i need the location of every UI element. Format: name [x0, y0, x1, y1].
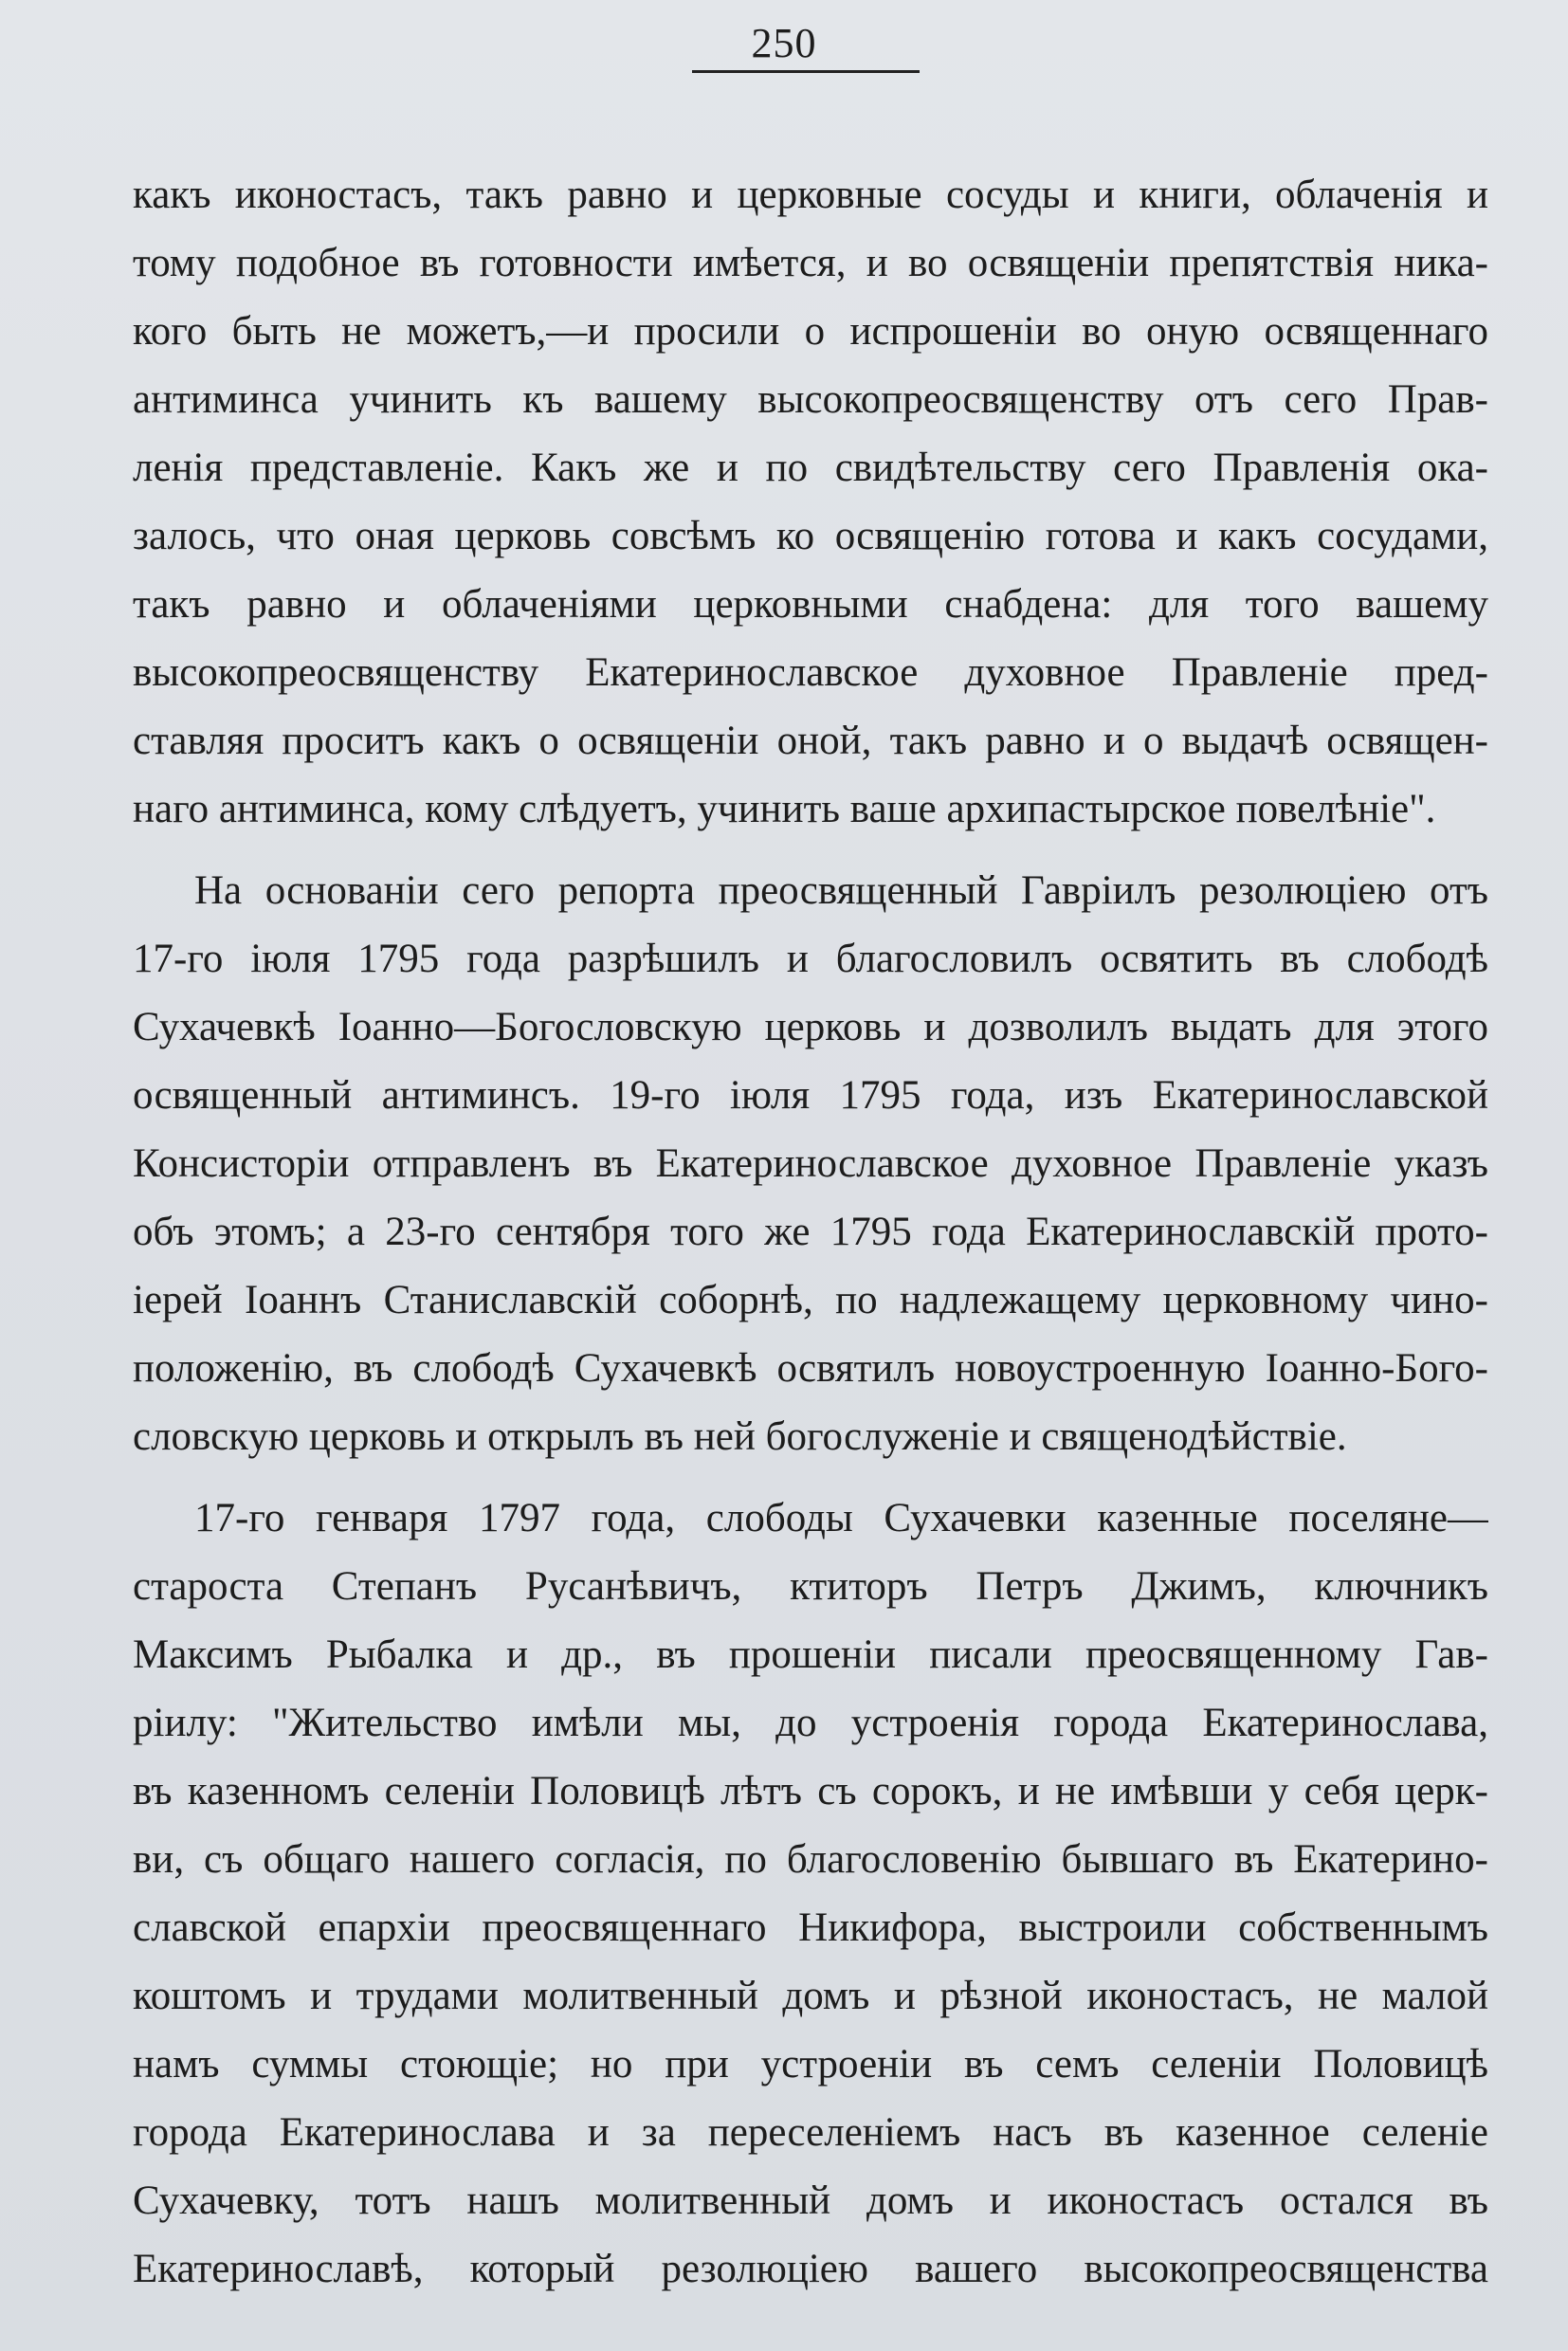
paragraph — [133, 1485, 1488, 2304]
text-line: Максимъ Рыбалка и др., въ прошеніи писали преосвященному Гав- — [133, 1632, 1488, 1677]
text-line: высокопреосвященству Екатеринославское духовное Правленіе пред- — [133, 650, 1488, 695]
text-line: объ этомъ; а 23-го сентября того же 1795 года Екатеринославскій прото- — [133, 1210, 1488, 1254]
text-line: ріилу: "Жительство имѣли мы, до устроенія города Екатеринослава, — [133, 1701, 1488, 1745]
paragraph-gap — [133, 1471, 1488, 1485]
text-line: антиминса учинить къ вашему высокопреосвященству отъ сего Прав- — [133, 377, 1488, 422]
text-line: освященный антиминсъ. 19-го іюля 1795 года, изъ Екатеринославской — [133, 1073, 1488, 1118]
text-line: положенію, въ слободѣ Сухачевкѣ освятилъ новоустроенную Іоанно-Бого- — [133, 1346, 1488, 1391]
text-line: тому подобное въ готовности имѣется, и во освященіи препятствія ника- — [133, 241, 1488, 285]
text-line: ставляя проситъ какъ о освященіи оной, такъ равно и о выдачѣ освящен- — [133, 719, 1488, 763]
text-line: кого быть не можетъ,—и просили о испрошеніи во оную освященнаго — [133, 309, 1488, 354]
text-line: Сухачевкѣ Іоанно—Богословскую церковь и дозволилъ выдать для этого — [133, 1005, 1488, 1049]
page-number: 250 — [751, 20, 817, 66]
text-line: наго антиминса, кому слѣдуетъ, учинить ваше архипастырское повелѣніе". — [133, 787, 1436, 831]
text-line: 17-го генваря 1797 года, слободы Сухачевки казенные поселяне— — [194, 1496, 1488, 1540]
text-line: намъ суммы стоющіе; но при устроеніи въ семъ селеніи Половицѣ — [133, 2042, 1488, 2087]
text-line: такъ равно и облаченіями церковными снабдена: для того вашему — [133, 582, 1488, 627]
paragraph — [133, 161, 1488, 844]
text-line: коштомъ и трудами молитвенный домъ и рѣзной иконостасъ, не малой — [133, 1974, 1488, 2018]
page-number-rule — [692, 70, 920, 73]
text-line: староста Степанъ Русанѣвичъ, ктиторъ Петръ Джимъ, ключникъ — [133, 1564, 1488, 1609]
text-line: На основаніи сего репорта преосвященный Гавріилъ резолюціею отъ — [194, 868, 1488, 913]
text-line: какъ иконостасъ, такъ равно и церковные сосуды и книги, облаченія и — [133, 173, 1488, 217]
text-line: въ казенномъ селеніи Половицѣ лѣтъ съ сорокъ, и не имѣвши у себя церк- — [133, 1769, 1488, 1813]
text-line: Сухачевку, тотъ нашъ молитвенный домъ и иконостасъ остался въ — [133, 2178, 1488, 2223]
text-line: ви, съ общаго нашего согласія, по благословенію бывшаго въ Екатерино- — [133, 1837, 1488, 1882]
paragraph — [133, 857, 1488, 1471]
text-line: города Екатеринослава и за переселеніемъ насъ въ казенное селеніе — [133, 2110, 1488, 2155]
text-line: Консисторіи отправленъ въ Екатеринославское духовное Правленіе указъ — [133, 1141, 1488, 1186]
text-line: 17-го іюля 1795 года разрѣшилъ и благословилъ освятить въ слободѣ — [133, 937, 1488, 981]
text-line: славской епархіи преосвященнаго Никифора, выстроили собственнымъ — [133, 1905, 1488, 1950]
text-line: іерей Іоаннъ Станиславскій соборнѣ, по надлежащему церковному чино- — [133, 1278, 1488, 1322]
text-line: Екатеринославѣ, который резолюціею вашего высокопреосвященства — [133, 2247, 1488, 2291]
body-text — [133, 161, 1488, 2304]
text-line: словскую церковь и открылъ въ ней богослуженіе и священодѣйствіе. — [133, 1414, 1347, 1459]
paragraph-gap — [133, 844, 1488, 857]
text-line: ленія представленіе. Какъ же и по свидѣтельству сего Правленія ока- — [133, 446, 1488, 490]
text-line: залось, что оная церковь совсѣмъ ко освященію готова и какъ сосудами, — [133, 514, 1488, 558]
